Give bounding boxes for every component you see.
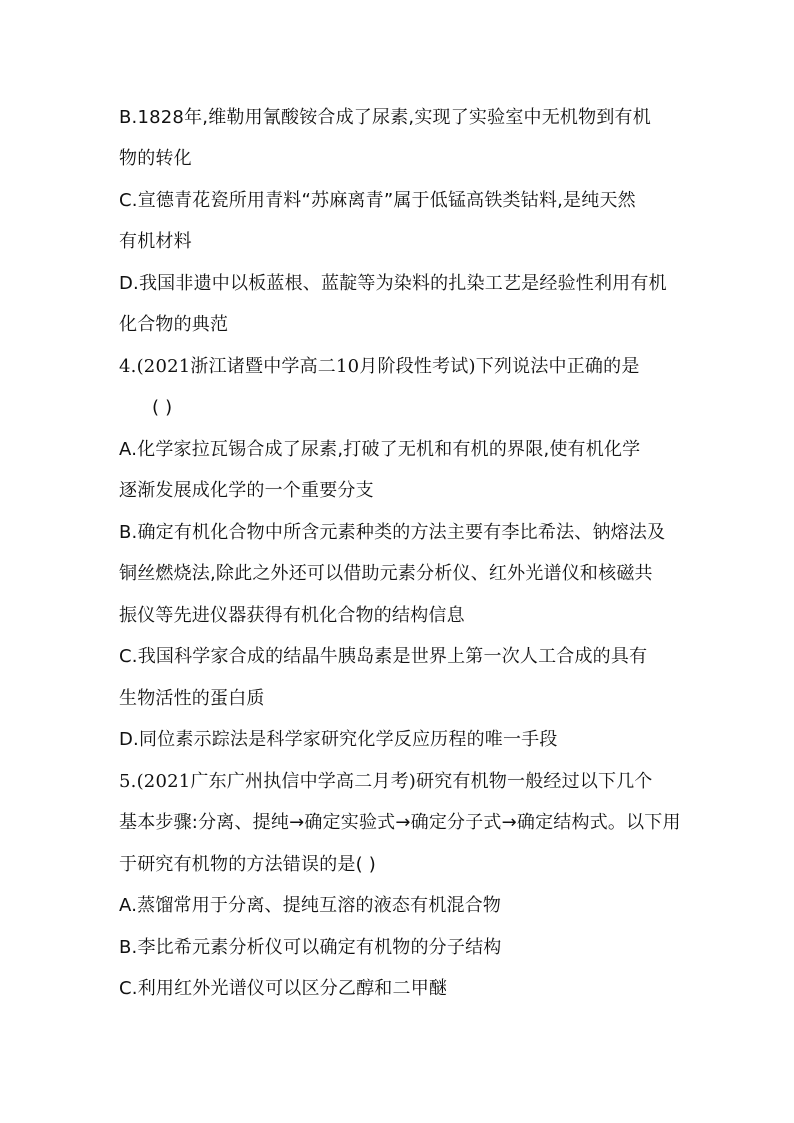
q4-option-a-line1: A.化学家拉瓦锡合成了尿素,打破了无机和有机的界限,使有机化学 (119, 439, 641, 460)
q5-option-a: A.蒸馏常用于分离、提纯互溶的液态有机混合物 (119, 895, 502, 916)
q3-option-b-line2: 物的转化 (119, 148, 192, 169)
question-5-stem-line1: 5.(2021广东广州执信中学高二月考)研究有机物一般经过以下几个 (119, 771, 653, 792)
q4-option-b-line1: B.确定有机化合物中所含元素种类的方法主要有李比希法、钠熔法及 (119, 522, 666, 543)
q4-option-c-line1: C.我国科学家合成的结晶牛胰岛素是世界上第一次人工合成的具有 (119, 646, 648, 667)
q3-option-c-line2: 有机材料 (119, 231, 192, 252)
question-5-stem-line3: 于研究有机物的方法错误的是( ) (119, 854, 376, 875)
q4-option-b-line3: 振仪等先进仪器获得有机化合物的结构信息 (119, 605, 465, 626)
q4-option-b-line2: 铜丝燃烧法,除此之外还可以借助元素分析仪、红外光谱仪和核磁共 (119, 563, 653, 584)
q4-option-a-line2: 逐渐发展成化学的一个重要分支 (119, 480, 374, 501)
q3-option-c-line1: C.宣德青花瓷所用青料“苏麻离青”属于低锰高铁类钴料,是纯天然 (119, 190, 636, 211)
question-5-stem-line2: 基本步骤:分离、提纯→确定实验式→确定分子式→确定结构式。以下用 (119, 812, 681, 833)
q4-option-c-line2: 生物活性的蛋白质 (119, 688, 265, 709)
q3-option-d-line2: 化合物的典范 (119, 314, 229, 335)
q4-option-d: D.同位素示踪法是科学家研究化学反应历程的唯一手段 (119, 729, 558, 750)
q3-option-d-line1: D.我国非遗中以板蓝根、蓝靛等为染料的扎染工艺是经验性利用有机 (119, 273, 667, 294)
q5-option-c: C.利用红外光谱仪可以区分乙醇和二甲醚 (119, 978, 448, 999)
question-4-answer-blank: ( ) (152, 397, 173, 418)
question-4-stem: 4.(2021浙江诸暨中学高二10月阶段性考试)下列说法中正确的是 (119, 356, 640, 377)
q3-option-b-line1: B.1828年,维勒用氰酸铵合成了尿素,实现了实验室中无机物到有机 (119, 107, 651, 128)
q5-option-b: B.李比希元素分析仪可以确定有机物的分子结构 (119, 937, 502, 958)
